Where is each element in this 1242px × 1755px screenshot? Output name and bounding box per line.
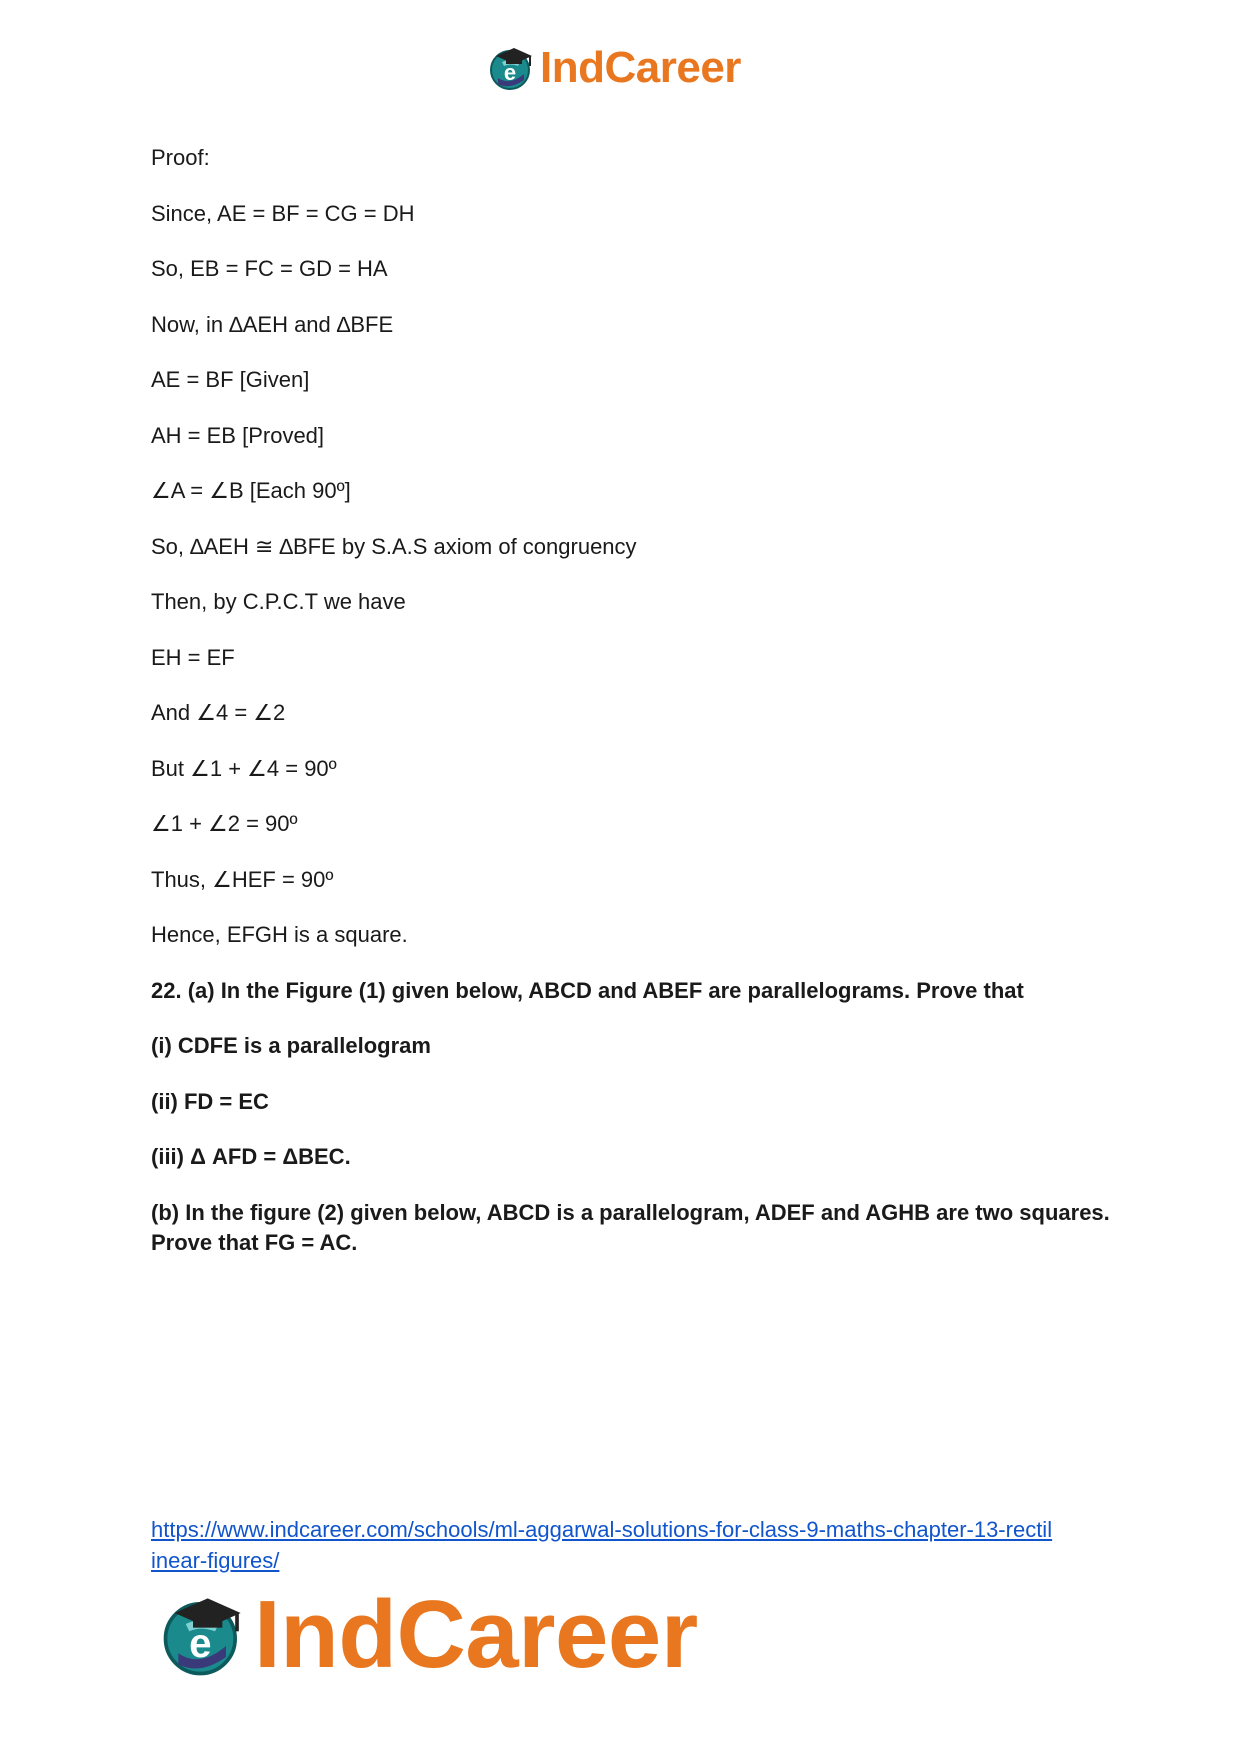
text-line: AE = BF [Given] (151, 367, 310, 392)
text-line: So, EB = FC = GD = HA (151, 256, 388, 281)
text-line: AH = EB [Proved] (151, 422, 325, 448)
text-line: Then, by C.P.C.T we have (151, 589, 406, 614)
source-link-line-1[interactable]: https://www.indcareer.com/schools/ml-aggarwal-solutions-for-class-9-maths-chapter-13-rectil (151, 1517, 1053, 1542)
text-line: Since, AE = BF = CG = DH (151, 200, 415, 226)
graduation-cap-globe-icon (488, 44, 536, 92)
question-part-ii: (ii) FD = EC (151, 1088, 269, 1114)
text-line: Proof: (151, 145, 210, 170)
question-22b: (b) In the figure (2) given below, ABCD is a parallelogram, ADEF and AGHB are two squares. Prove that FG = AC. (151, 1199, 1110, 1255)
logo-text: IndCareer (540, 43, 741, 92)
text-line: So, ∆AEH ≅ ∆BFE by S.A.S axiom of congruency (151, 533, 637, 559)
text-line: Hence, EFGH is a square. (151, 922, 408, 947)
text-line: ∠A = ∠B [Each 90º] (151, 478, 351, 503)
text-line: EH = EF (151, 644, 235, 670)
question-22a: 22. (a) In the Figure (1) given below, ABCD and ABEF are parallelograms. Prove that (151, 977, 1024, 1003)
header-logo (488, 40, 768, 96)
logo-text: IndCareer (254, 1581, 698, 1688)
document-body (151, 143, 1111, 1258)
text-line: And ∠4 = ∠2 (151, 700, 286, 725)
text-line: But ∠1 + ∠4 = 90º (151, 755, 337, 781)
text-line: Now, in ∆AEH and ∆BFE (151, 311, 394, 337)
question-part-iii: (iii) Δ AFD = ΔBEC. (151, 1144, 351, 1169)
source-link-line-2[interactable]: inear-figures/ (151, 1548, 280, 1573)
footer-logo (160, 1581, 720, 1688)
svg-text:e: e (189, 1620, 212, 1666)
svg-text:e: e (503, 60, 517, 85)
graduation-cap-globe-icon (160, 1591, 248, 1679)
question-part-i: (i) CDFE is a parallelogram (151, 1033, 431, 1058)
text-line: Thus, ∠HEF = 90º (151, 866, 334, 892)
source-link[interactable] (151, 1514, 1111, 1576)
text-line: ∠1 + ∠2 = 90º (151, 811, 298, 836)
